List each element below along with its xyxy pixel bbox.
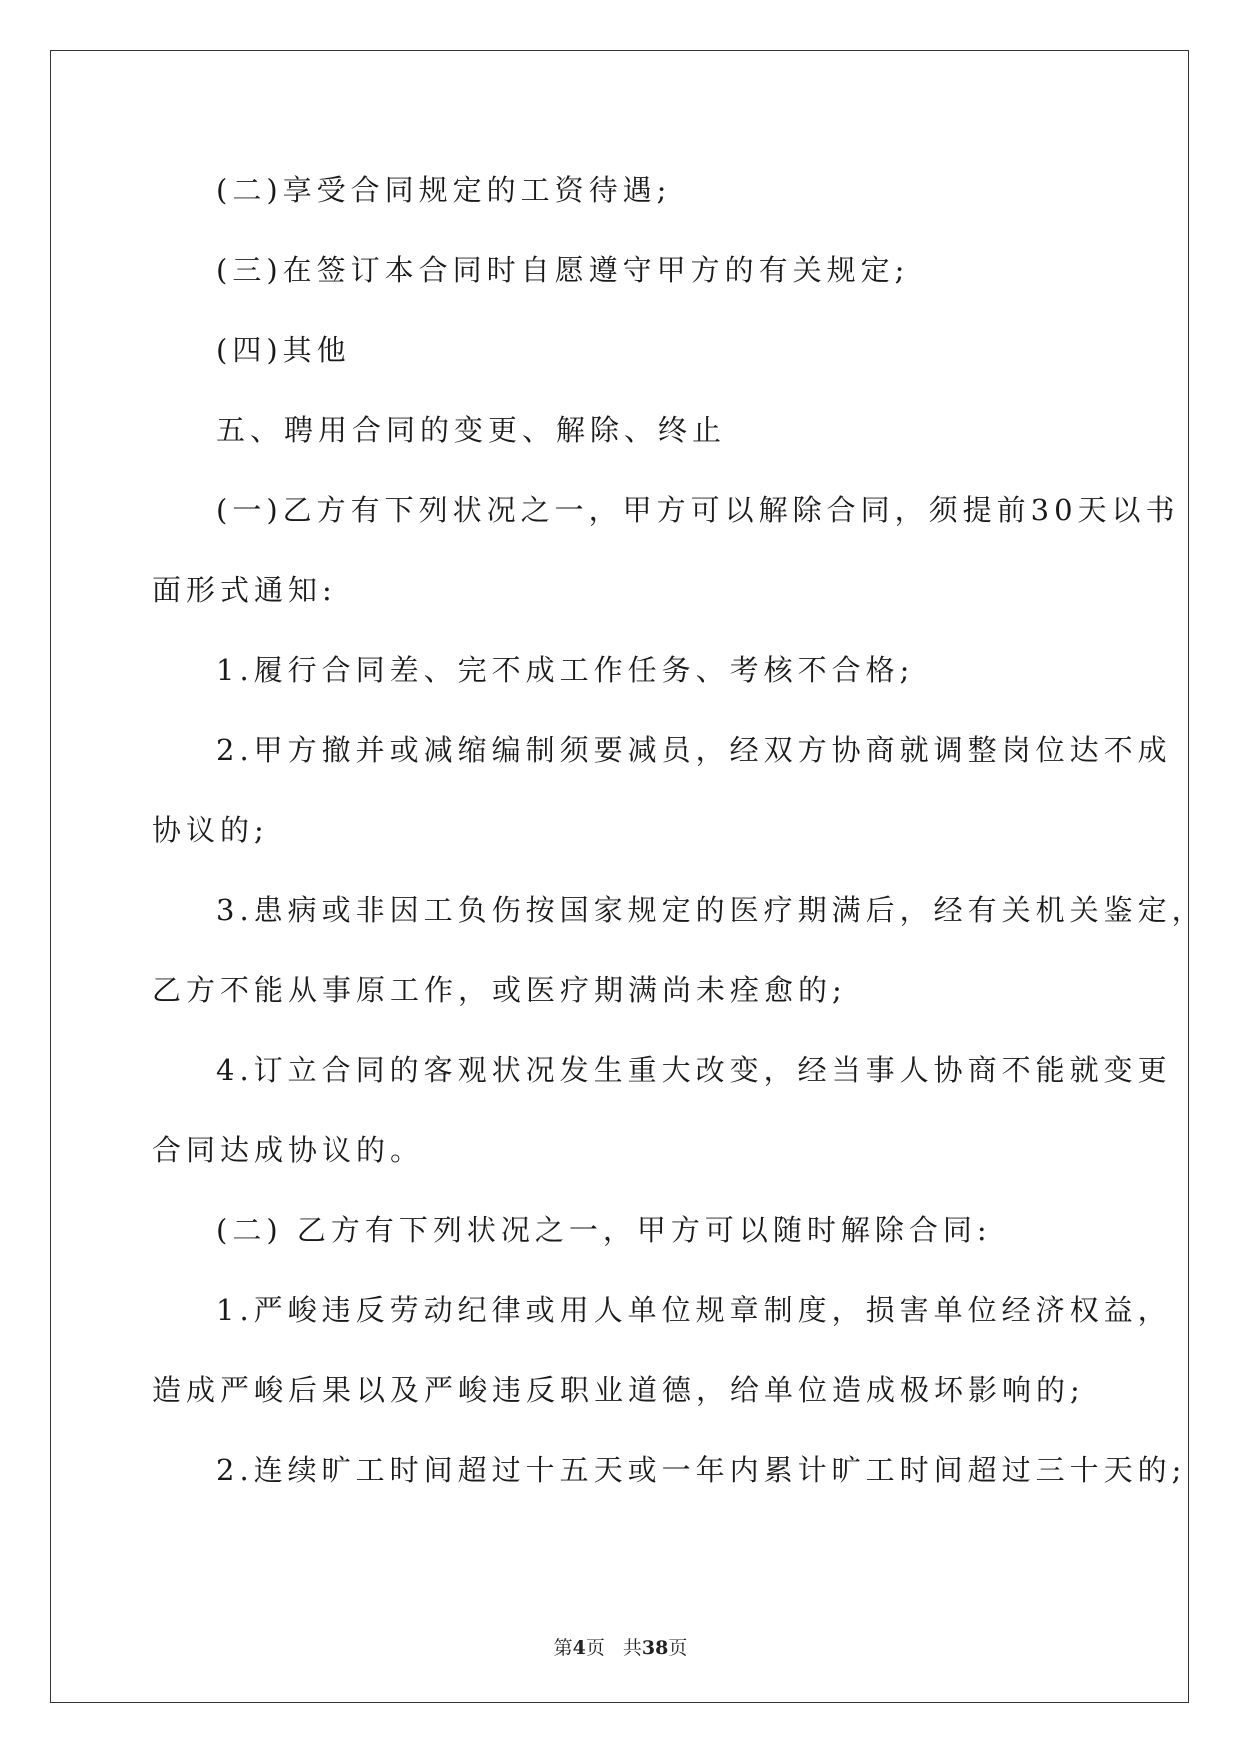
text-line: (二) 乙方有下列状况之一，甲方可以随时解除合同: [216, 1213, 992, 1247]
text-line: 合同达成协议的。 [152, 1133, 425, 1167]
text-line: 4.订立合同的客观状况发生重大改变，经当事人协商不能就变更 [216, 1053, 1172, 1087]
page-footer [0, 1636, 1241, 1660]
text-line: 1.履行合同差、完不成工作任务、考核不合格; [216, 653, 915, 687]
total-suffix: 页 [668, 1637, 688, 1659]
text-line: (二)享受合同规定的工资待遇; [216, 173, 672, 207]
text-line: (四)其他 [216, 333, 351, 367]
page-prefix: 第 [553, 1637, 573, 1659]
text-line: 2.连续旷工时间超过十五天或一年内累计旷工时间超过三十天的; [216, 1453, 1187, 1487]
text-line: (一)乙方有下列状况之一，甲方可以解除合同，须提前30天以书 [216, 493, 1180, 527]
text-line: 乙方不能从事原工作，或医疗期满尚未痊愈的; [152, 973, 847, 1007]
text-line: 3.患病或非因工负伤按国家规定的医疗期满后，经有关机关鉴定， [216, 893, 1206, 927]
text-line: 2.甲方撤并或减缩编制须要减员，经双方协商就调整岗位达不成 [216, 733, 1172, 767]
page-number: 4 [572, 1637, 586, 1659]
text-line: 1.严峻违反劳动纪律或用人单位规章制度，损害单位经济权益， [216, 1293, 1172, 1327]
text-line: (三)在签订本合同时自愿遵守甲方的有关规定; [216, 253, 910, 287]
total-prefix: 共 [622, 1637, 642, 1659]
total-pages: 38 [641, 1637, 669, 1659]
section-heading: 五、聘用合同的变更、解除、终止 [216, 413, 727, 447]
text-line: 面形式通知: [152, 573, 337, 607]
text-line: 协议的; [152, 813, 269, 847]
page-suffix: 页 [585, 1637, 605, 1659]
text-line: 造成严峻后果以及严峻违反职业道德，给单位造成极坏影响的; [152, 1373, 1085, 1407]
